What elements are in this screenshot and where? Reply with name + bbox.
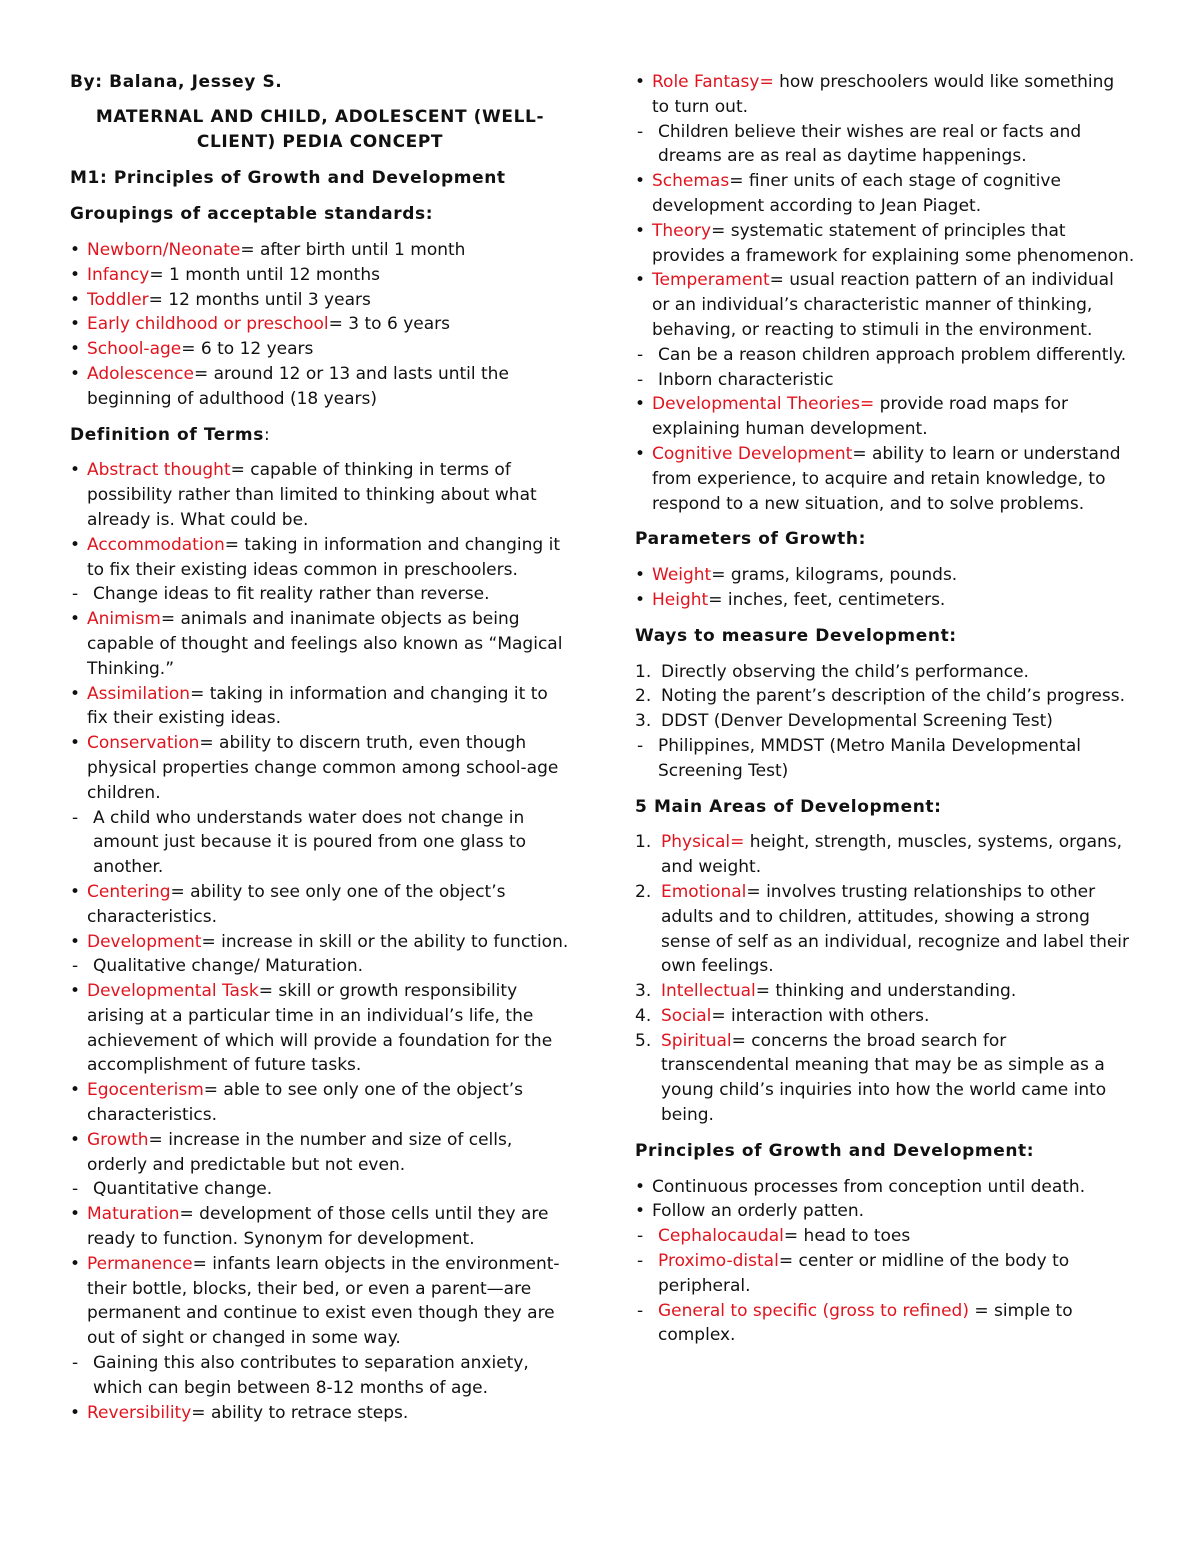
list-item (70, 607, 570, 681)
list-item (70, 880, 570, 930)
term: Development (87, 931, 202, 952)
definition: height, strength, muscles, systems, organs, and weight. (661, 832, 1123, 878)
list-item (70, 682, 570, 732)
definition: = capable of thinking in terms of possibility rather than limited to thinking about what already is. What could be. (87, 460, 537, 530)
definition: = increase in the number and size of cells, orderly and predictable but not even. (87, 1129, 513, 1175)
numbered-item (635, 1029, 1135, 1128)
term: Egocenterism (87, 1080, 204, 1101)
groupings-heading: Groupings of acceptable standards: (70, 204, 434, 225)
term: Temperament (652, 270, 770, 291)
list-item (635, 563, 1135, 588)
list-item (635, 442, 1135, 516)
term: Accommodation (87, 534, 225, 555)
term: Theory (652, 220, 712, 241)
definition: = 12 months until 3 years (148, 289, 371, 310)
numbered-item (635, 979, 1135, 1004)
definitions-heading (70, 423, 570, 448)
term: Infancy (87, 264, 150, 285)
definition: = finer units of each stage of cognitive development according to Jean Piaget. (652, 171, 1061, 216)
term: Social (661, 1005, 712, 1026)
definition: = taking in information and changing it to fix their existing ideas common in preschoolers. (87, 534, 560, 580)
definition: = usual reaction pattern of an individual or an individual’s characteristic manner of thinking, behaving, or reacting to stimuli in the environment. (652, 270, 1114, 340)
term: General to specific (gross to refined) (658, 1300, 969, 1321)
term: Maturation (87, 1204, 180, 1225)
parameters-heading: Parameters of Growth: (635, 529, 866, 550)
term: Role Fantasy= (652, 72, 774, 92)
module-heading: M1: Principles of Growth and Development (70, 168, 506, 189)
areas-heading: 5 Main Areas of Development: (635, 796, 942, 817)
left-column (70, 70, 570, 1425)
term: Developmental Theories= (652, 394, 875, 415)
definition: = ability to discern truth, even though physical properties change common among school-age children. (87, 733, 559, 803)
term: School-age (87, 339, 182, 360)
list-item (70, 1252, 570, 1351)
definition: = 1 month until 12 months (149, 264, 380, 285)
principles-heading: Principles of Growth and Development: (635, 1140, 1035, 1161)
definitions-heading-label: Definition of Terms (70, 424, 264, 445)
item-number: 2. (635, 881, 652, 902)
term: Cephalocaudal (658, 1226, 784, 1247)
term: Cognitive Development (652, 443, 853, 464)
term: Intellectual (661, 981, 756, 1002)
numbered-item (635, 684, 1135, 709)
definition: = after birth until 1 month (240, 239, 466, 260)
term: Toddler (87, 289, 149, 310)
list-item (70, 1128, 570, 1178)
list-item (70, 263, 570, 288)
definition: = grams, kilograms, pounds. (711, 565, 958, 586)
list-item (70, 533, 570, 583)
ways-heading: Ways to measure Development: (635, 625, 957, 646)
item-number: 3. (635, 711, 652, 732)
sub-item: - Qualitative change/ Maturation. (70, 954, 570, 979)
item-text: Directly observing the child’s performance. (661, 661, 1029, 682)
definition: = inches, feet, centimeters. (708, 589, 946, 610)
list-item (70, 731, 570, 805)
list-item (70, 312, 570, 337)
sub-item (635, 1299, 1135, 1349)
term: Growth (87, 1129, 149, 1150)
definition: = center or midline of the body to peripheral. (658, 1251, 1070, 1296)
definition: = infants learn objects in the environment- their bottle, blocks, their bed, or even a parent—are permanent and continue to exist even though they are out of sight or changed in some way. (87, 1253, 560, 1349)
list-item (70, 458, 570, 532)
item-number: 2. (635, 686, 652, 707)
document-title: MATERNAL AND CHILD, ADOLESCENT (WELL-CLIENT) PEDIA CONCEPT (95, 106, 545, 152)
definition: = concerns the broad search for transcendental meaning that may be as simple as a young child’s inquiries into how the world came into being. (661, 1030, 1107, 1126)
definition: = 6 to 12 years (181, 339, 314, 360)
definition: = taking in information and changing it to fix their existing ideas. (87, 683, 548, 729)
numbered-item (635, 660, 1135, 685)
numbered-item (635, 1004, 1135, 1029)
list-item (70, 362, 570, 412)
list-item (70, 337, 570, 362)
list-item (70, 288, 570, 313)
definitions-heading-colon: : (263, 424, 270, 445)
term: Schemas (652, 171, 730, 192)
definition: = able to see only one of the object’s characteristics. (87, 1080, 524, 1126)
term: Permanence (87, 1253, 193, 1274)
list-item (70, 238, 570, 263)
definition: = head to toes (783, 1226, 911, 1247)
right-column (635, 70, 1135, 1348)
ways-list (635, 660, 1135, 784)
term: Physical= (661, 832, 745, 853)
areas-list (635, 830, 1135, 1128)
definitions-list-left (70, 458, 570, 1425)
groupings-list (70, 238, 570, 412)
item-number: 4. (635, 1005, 652, 1026)
parameters-list (635, 563, 1135, 613)
term: Early childhood or preschool (87, 314, 329, 335)
term: Newborn/Neonate (87, 239, 241, 260)
definition: = skill or growth responsibility arising at a particular time in an individual’s life, the achievement of which will provide a foundation for the accomplishment of future tasks. (87, 981, 553, 1076)
principles-list (635, 1175, 1135, 1349)
sub-item (635, 1224, 1135, 1249)
term: Weight (652, 565, 712, 586)
list-item (635, 219, 1135, 269)
term: Abstract thought (87, 460, 231, 481)
term: Proximo-distal (658, 1251, 779, 1272)
list-item (70, 1401, 570, 1426)
term: Centering (87, 881, 171, 902)
list-item (70, 1078, 570, 1128)
term: Developmental Task (87, 981, 259, 1002)
list-item (635, 588, 1135, 613)
term: Reversibility (87, 1402, 192, 1423)
definition: how preschoolers would like something to turn out. (652, 72, 1115, 117)
term: Conservation (87, 733, 200, 754)
numbered-item (635, 709, 1135, 734)
list-item (635, 392, 1135, 442)
definition: = ability to see only one of the object’s characteristics. (87, 881, 506, 927)
sub-item: - Gaining this also contributes to separation anxiety, which can begin between 8-12 months of age. (70, 1351, 570, 1401)
term: Assimilation (87, 683, 191, 704)
sub-item: - Philippines, MMDST (Metro Manila Developmental Screening Test) (635, 734, 1135, 784)
list-item: • Continuous processes from conception until death. (635, 1175, 1135, 1200)
definitions-list-right (635, 70, 1135, 516)
item-text: Noting the parent’s description of the child’s progress. (661, 686, 1125, 707)
item-text: DDST (Denver Developmental Screening Test) (661, 711, 1053, 732)
list-item (70, 979, 570, 1078)
definition: = involves trusting relationships to other adults and to children, attitudes, showing a strong sense of self as an individual, recognize and label their own feelings. (661, 881, 1130, 977)
definition: = around 12 or 13 and lasts until the beginning of adulthood (18 years) (87, 363, 509, 409)
term: Adolescence (87, 363, 194, 384)
item-number: 1. (635, 832, 652, 853)
list-item (635, 70, 1135, 120)
sub-item: - Children believe their wishes are real or facts and dreams are as real as daytime happenings. (635, 120, 1135, 170)
sub-item (635, 1249, 1135, 1299)
numbered-item (635, 830, 1135, 880)
sub-item: - Can be a reason children approach problem differently. (635, 343, 1135, 368)
item-number: 1. (635, 661, 652, 682)
definition: = systematic statement of principles that provides a framework for explaining some phenomenon. (652, 220, 1135, 266)
definition: = simple to complex. (658, 1300, 1073, 1346)
definition: provide road maps for explaining human development. (652, 394, 1068, 440)
term: Spiritual (661, 1030, 732, 1051)
term: Emotional (661, 881, 747, 902)
definition: = animals and inanimate objects as being capable of thought and feelings also known as “Magical Thinking.” (87, 609, 563, 679)
item-number: 5. (635, 1030, 652, 1051)
list-item (635, 268, 1135, 342)
sub-item: - Inborn characteristic (635, 368, 1135, 393)
sub-item: - Change ideas to fit reality rather than reverse. (70, 582, 570, 607)
sub-item: - Quantitative change. (70, 1177, 570, 1202)
definition: = interaction with others. (711, 1005, 930, 1026)
definition: = increase in skill or the ability to function. (201, 931, 569, 952)
item-number: 3. (635, 981, 652, 1002)
list-item: • Follow an orderly patten. (635, 1199, 1135, 1224)
term: Animism (87, 609, 161, 630)
definition: = development of those cells until they are ready to function. Synonym for development. (87, 1204, 549, 1250)
sub-item: - A child who understands water does not change in amount just because it is poured from one glass to another. (70, 806, 570, 880)
list-item (70, 930, 570, 955)
list-item (635, 169, 1135, 219)
definition: = ability to learn or understand from experience, to acquire and retain knowledge, to respond to a new situation, and to solve problems. (652, 443, 1121, 514)
definition: = thinking and understanding. (755, 981, 1017, 1002)
term: Height (652, 589, 709, 610)
definition: = ability to retrace steps. (191, 1402, 409, 1423)
numbered-item (635, 880, 1135, 979)
author-line: By: Balana, Jessey S. (70, 72, 283, 92)
list-item (70, 1202, 570, 1252)
definition: = 3 to 6 years (328, 314, 450, 335)
